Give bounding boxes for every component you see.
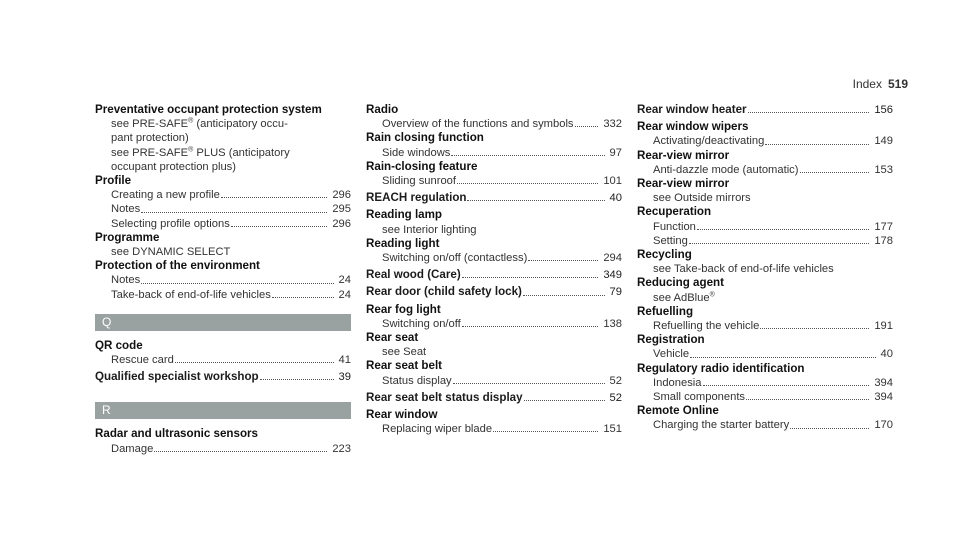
section-header-q: Q bbox=[95, 314, 351, 331]
leader-dots bbox=[748, 112, 870, 113]
index-term: Rear fog light bbox=[366, 302, 441, 316]
index-term: Rear seat bbox=[366, 331, 419, 345]
see-text: see PRE-SAFE bbox=[111, 146, 189, 159]
subentry-label: Switching on/off (contactless) bbox=[382, 252, 528, 265]
index-entry bbox=[95, 427, 351, 455]
subentry-label: Replacing wiper blade bbox=[382, 423, 493, 436]
page-ref: 40 bbox=[609, 192, 622, 205]
see-text: see AdBlue bbox=[653, 291, 710, 304]
index-term: Rain closing function bbox=[366, 131, 484, 145]
index-entry bbox=[95, 231, 351, 259]
see-reference[interactable]: see DYNAMIC SELECT bbox=[111, 246, 231, 259]
subentry-label: Sliding sunroof bbox=[382, 175, 457, 188]
leader-dots bbox=[800, 172, 870, 173]
page-ref: 349 bbox=[603, 269, 622, 282]
index-subentry[interactable] bbox=[637, 163, 893, 177]
index-subentry[interactable] bbox=[366, 174, 622, 188]
subentry-label: Indonesia bbox=[653, 376, 702, 389]
header-label: Index bbox=[852, 77, 882, 91]
page-ref: 101 bbox=[603, 175, 622, 188]
subentry-label: Charging the starter battery bbox=[653, 419, 790, 432]
leader-dots bbox=[575, 126, 599, 127]
page-ref: 149 bbox=[874, 135, 893, 148]
index-subentry[interactable] bbox=[95, 202, 351, 216]
index-entry bbox=[95, 339, 351, 367]
index-entry bbox=[366, 208, 622, 236]
index-term: Regulatory radio identification bbox=[637, 361, 805, 375]
see-reference[interactable]: see Interior lighting bbox=[382, 223, 477, 236]
page-ref: 178 bbox=[874, 234, 893, 247]
see-text: (anticipatory occu- bbox=[193, 118, 288, 131]
index-term: Rear window heater bbox=[637, 103, 747, 116]
page-number: 519 bbox=[887, 77, 908, 91]
index-column-1 bbox=[95, 103, 351, 456]
leader-dots bbox=[272, 297, 334, 298]
leader-dots bbox=[467, 200, 604, 201]
index-term: Registration bbox=[637, 333, 705, 347]
leader-dots bbox=[746, 399, 869, 400]
index-subentry[interactable] bbox=[95, 442, 351, 456]
index-subentry[interactable] bbox=[637, 234, 893, 248]
index-entry bbox=[366, 408, 622, 436]
subentry-label: Refuelling the vehicle bbox=[653, 320, 760, 333]
index-entry bbox=[366, 131, 622, 159]
index-column-2 bbox=[366, 103, 622, 436]
leader-dots bbox=[493, 431, 598, 432]
index-term: Rear window bbox=[366, 408, 438, 422]
index-entry-with-page[interactable] bbox=[366, 191, 622, 205]
page-ref: 295 bbox=[332, 203, 351, 216]
index-term: Programme bbox=[95, 230, 160, 244]
index-term: Protection of the environment bbox=[95, 259, 260, 273]
index-entry bbox=[637, 205, 893, 248]
index-entry-with-page[interactable] bbox=[637, 103, 893, 117]
subentry-label: Anti-dazzle mode (automatic) bbox=[653, 163, 799, 176]
see-reference[interactable]: see Outside mirrors bbox=[653, 192, 751, 205]
index-term: Refuelling bbox=[637, 304, 694, 318]
subentry-label: Small components bbox=[653, 391, 746, 404]
see-reference[interactable]: see Take-back of end-of-life vehicles bbox=[653, 263, 834, 276]
page-ref: 151 bbox=[603, 423, 622, 436]
page-ref: 156 bbox=[874, 104, 893, 116]
see-text: occupant protection plus) bbox=[111, 160, 237, 173]
see-reference[interactable] bbox=[95, 117, 351, 131]
index-entry bbox=[95, 259, 351, 302]
index-subentry[interactable] bbox=[366, 251, 622, 265]
index-subentry[interactable] bbox=[366, 117, 622, 131]
leader-dots bbox=[141, 283, 333, 284]
index-subentry[interactable] bbox=[366, 422, 622, 436]
index-subentry[interactable] bbox=[637, 376, 893, 390]
subentry-label: Damage bbox=[111, 442, 154, 455]
index-entry bbox=[95, 174, 351, 231]
index-entry bbox=[366, 331, 622, 359]
index-subentry[interactable] bbox=[95, 188, 351, 202]
subentry-label: Switching on/off bbox=[382, 317, 461, 330]
subentry-label: Side windows bbox=[382, 146, 451, 159]
page-ref: 153 bbox=[874, 163, 893, 176]
leader-dots bbox=[760, 328, 869, 329]
index-subentry[interactable] bbox=[95, 353, 351, 367]
index-term: Reading light bbox=[366, 236, 440, 250]
page-ref: 97 bbox=[609, 146, 622, 159]
subentry-label: Notes bbox=[111, 203, 141, 216]
index-term: Rear-view mirror bbox=[637, 148, 730, 162]
index-subentry[interactable] bbox=[637, 418, 893, 432]
index-term: Rear window wipers bbox=[637, 120, 749, 134]
index-entry bbox=[637, 362, 893, 405]
subentry-label: Selecting profile options bbox=[111, 217, 230, 230]
page-ref: 170 bbox=[874, 419, 893, 432]
page-ref: 24 bbox=[338, 274, 351, 287]
page-ref: 296 bbox=[332, 217, 351, 230]
index-term: Rear seat belt status display bbox=[366, 390, 523, 404]
leader-dots bbox=[524, 400, 605, 401]
page-ref: 394 bbox=[874, 376, 893, 389]
index-term: Rear door (child safety lock) bbox=[366, 285, 522, 299]
subentry-label: Rescue card bbox=[111, 354, 174, 367]
section-header-r: R bbox=[95, 402, 351, 419]
index-entry bbox=[366, 103, 622, 131]
page-ref: 223 bbox=[332, 442, 351, 455]
index-entry bbox=[637, 248, 893, 276]
index-term: Reducing agent bbox=[637, 276, 724, 290]
subentry-label: Take-back of end-of-life vehicles bbox=[111, 288, 271, 301]
index-term: Rear seat belt bbox=[366, 359, 443, 373]
index-entry bbox=[637, 276, 893, 304]
index-subentry[interactable] bbox=[637, 347, 893, 361]
index-entry bbox=[366, 237, 622, 265]
index-entry bbox=[366, 359, 622, 387]
leader-dots bbox=[457, 183, 598, 184]
index-entry bbox=[637, 120, 893, 148]
subentry-label: Notes bbox=[111, 274, 141, 287]
page-ref: 39 bbox=[338, 371, 351, 384]
index-term: REACH regulation bbox=[366, 191, 467, 205]
index-entry bbox=[366, 303, 622, 331]
leader-dots bbox=[528, 260, 598, 261]
leader-dots bbox=[523, 295, 605, 296]
page-ref: 24 bbox=[338, 288, 351, 301]
index-entry-with-page[interactable] bbox=[366, 391, 622, 405]
index-term: Profile bbox=[95, 174, 132, 188]
index-subentry[interactable] bbox=[95, 273, 351, 287]
leader-dots bbox=[221, 197, 328, 198]
index-subentry[interactable] bbox=[95, 288, 351, 302]
index-entry bbox=[637, 404, 893, 432]
index-entry-with-page[interactable] bbox=[366, 268, 622, 282]
see-text: PLUS (anticipatory bbox=[193, 146, 290, 159]
page-ref: 138 bbox=[603, 317, 622, 330]
index-subentry[interactable] bbox=[637, 220, 893, 234]
leader-dots bbox=[453, 383, 605, 384]
leader-dots bbox=[451, 155, 604, 156]
index-subentry[interactable] bbox=[637, 134, 893, 148]
index-entry bbox=[366, 160, 622, 188]
page-ref: 177 bbox=[874, 220, 893, 233]
page-ref: 41 bbox=[338, 354, 351, 367]
subentry-label: Vehicle bbox=[653, 348, 690, 361]
subentry-label: Overview of the functions and symbols bbox=[382, 118, 574, 131]
index-subentry[interactable] bbox=[366, 374, 622, 388]
index-term: Real wood (Care) bbox=[366, 268, 461, 282]
page-ref: 296 bbox=[332, 189, 351, 202]
index-term: Preventative occupant protection system bbox=[95, 103, 322, 116]
see-reference[interactable] bbox=[637, 291, 893, 305]
page-ref: 332 bbox=[603, 118, 622, 131]
index-term: QR code bbox=[95, 338, 143, 352]
index-term: Recycling bbox=[637, 248, 692, 262]
index-term: Reading lamp bbox=[366, 208, 443, 222]
subentry-label: Activating/deactivating bbox=[653, 135, 765, 148]
subentry-label: Status display bbox=[382, 374, 452, 387]
see-reference[interactable] bbox=[95, 146, 351, 160]
leader-dots bbox=[231, 226, 328, 227]
index-term: Qualified specialist workshop bbox=[95, 370, 259, 384]
page-ref: 79 bbox=[609, 286, 622, 299]
page-ref: 52 bbox=[609, 391, 622, 404]
leader-dots bbox=[462, 326, 599, 327]
leader-dots bbox=[765, 144, 869, 145]
index-term: Radar and ultrasonic sensors bbox=[95, 427, 259, 441]
see-reference[interactable]: see Seat bbox=[382, 346, 427, 359]
index-entry-with-page[interactable] bbox=[366, 285, 622, 299]
index-entry-with-page[interactable] bbox=[95, 370, 351, 384]
leader-dots bbox=[689, 243, 869, 244]
leader-dots bbox=[175, 362, 334, 363]
index-term: Remote Online bbox=[637, 404, 719, 418]
index-term: Rain-closing feature bbox=[366, 159, 478, 173]
index-column-3 bbox=[637, 103, 893, 433]
leader-dots bbox=[260, 379, 334, 380]
subentry-label: Setting bbox=[653, 234, 688, 247]
index-entry bbox=[637, 333, 893, 361]
index-term: Recuperation bbox=[637, 205, 712, 219]
subentry-label: Function bbox=[653, 220, 696, 233]
registered-mark: ® bbox=[188, 145, 194, 153]
page-header bbox=[853, 77, 908, 91]
see-text: see PRE-SAFE bbox=[111, 118, 189, 131]
leader-dots bbox=[141, 212, 327, 213]
registered-mark: ® bbox=[709, 290, 715, 298]
page-ref: 52 bbox=[609, 374, 622, 387]
page-ref: 40 bbox=[880, 348, 893, 361]
index-entry bbox=[637, 177, 893, 205]
leader-dots bbox=[703, 385, 870, 386]
index-subentry[interactable] bbox=[366, 146, 622, 160]
index-entry bbox=[95, 103, 351, 174]
subentry-label: Creating a new profile bbox=[111, 189, 220, 202]
index-subentry[interactable] bbox=[95, 217, 351, 231]
registered-mark: ® bbox=[188, 117, 194, 125]
page-ref: 191 bbox=[874, 320, 893, 333]
index-term: Rear-view mirror bbox=[637, 177, 730, 191]
index-subentry[interactable] bbox=[637, 319, 893, 333]
leader-dots bbox=[462, 277, 599, 278]
index-entry bbox=[637, 305, 893, 333]
page-ref: 394 bbox=[874, 391, 893, 404]
leader-dots bbox=[790, 428, 869, 429]
page-ref: 294 bbox=[603, 252, 622, 265]
leader-dots bbox=[697, 229, 869, 230]
index-term: Radio bbox=[366, 103, 399, 116]
index-subentry[interactable] bbox=[637, 390, 893, 404]
index-subentry[interactable] bbox=[366, 317, 622, 331]
leader-dots bbox=[154, 451, 327, 452]
index-entry bbox=[637, 149, 893, 177]
see-text: pant protection) bbox=[111, 132, 189, 145]
leader-dots bbox=[690, 357, 875, 358]
